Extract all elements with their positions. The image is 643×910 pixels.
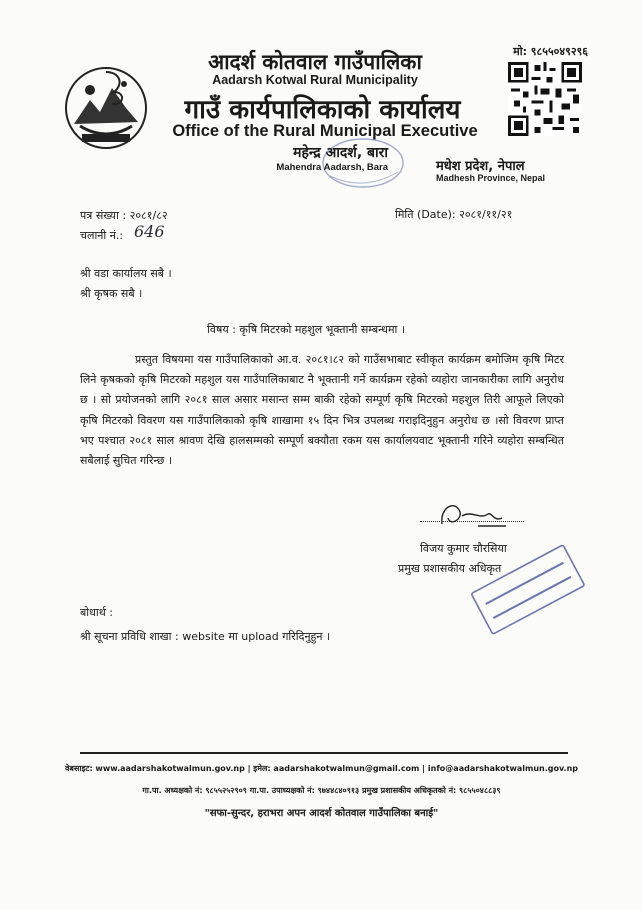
signer-title: प्रमुख प्रशासकीय अधिकृत: [398, 562, 502, 575]
footer-contact-web: वेबसाइट: www.aadarshakotwalmun.gov.np | इमेल: aadarshakotwalmun@gmail.com | info@aadarshakotwalmun.gov.np: [64, 764, 578, 773]
signature-line: [420, 521, 524, 522]
dispatch-number-label: चलानी नं.:: [80, 229, 124, 242]
letter-number: पत्र संख्या : २०८१/८२: [80, 209, 168, 222]
phone-number: मो: ९८५५०४९२९६: [513, 45, 588, 58]
place-nepali: महेन्द्र आदर्श, बारा: [293, 145, 388, 161]
recipient-line: श्री वडा कार्यालय सबै ।: [80, 267, 172, 280]
signature-stamp-icon: [462, 545, 592, 635]
handwritten-signature-icon: [432, 496, 512, 538]
office-name-nepali: गाउँ कार्यपालिकाको कार्यालय: [184, 95, 461, 125]
recipient-line: श्री कृषक सबै ।: [80, 287, 143, 300]
dispatch-number-handwritten: 646: [134, 222, 165, 241]
letter-body: प्रस्तुत विषयमा यस गाउँपालिकाको आ.व. २०८१।८२ को गाउँसभाबाट स्वीकृत कार्यक्रम बमोजिम कृषि मिटर लिने कृषकको कृषि मिटरको महशुल यस गाउँपालिकाबाट नै भूक्तानी गर्ने कार्यक्रम रहेको व्यहोरा जानकारीका लागि अनुरोध छ । सो प्रयोजनको लागि २०८१ साल असार मसान्त सम्म बाकी रहेको सम्पूर्ण कृषि मिटरको महशुल तिरी आफूले लिएको कृषि मिटरको विवरण यस गाउँपालिकाको कृषि शाखामा १५ दिन भित्र उपलब्ध गराइदिनुहुन अनुरोध छ ।सो विवरण प्राप्त भए पश्चात २०८१ साल श्रावण देखि हालसम्मको सम्पूर्ण बक्यौता रकम यस कार्यालयवाट भूक्तानी गरिने व्यहोरा सम्बन्धित सबैलाई सुचित गरिन्छ ।: [80, 353, 564, 468]
province-english: Madhesh Province, Nepal: [436, 173, 546, 183]
letter-date: मिति (Date): २०८१/११/२१: [395, 208, 513, 221]
qr-code-icon: [508, 62, 582, 136]
signer-name: विजय कुमार चौरसिया: [420, 542, 507, 555]
place-english: Mahendra Aadarsh, Bara: [276, 162, 388, 173]
cc-label: बोधार्थ :: [80, 606, 113, 619]
municipality-name-nepali: आदर्श कोतवाल गाउँपालिका: [208, 50, 422, 74]
nepal-emblem-icon: [60, 62, 152, 154]
province-nepali: मधेश प्रदेश, नेपाल: [436, 159, 525, 174]
cc-item: श्री सूचना प्रविधि शाखा : website मा upload गरिदिनुहुन ।: [80, 630, 331, 643]
footer-slogan: "सफा-सुन्दर, हराभरा अपन आदर्श कोतवाल गाउँपालिका बनाई": [204, 808, 439, 819]
letter-subject: विषय : कृषि मिटरको महशुल भूक्तानी सम्बन्धमा ।: [207, 323, 406, 336]
office-stamp-icon: [318, 132, 408, 194]
municipality-name-english: Aadarsh Kotwal Rural Municipality: [212, 73, 418, 87]
footer-divider: [80, 752, 568, 754]
office-name-english: Office of the Rural Municipal Executive: [172, 122, 478, 140]
footer-contact-phones: गा.पा. अध्यक्षको नं: ९८५५२५२९०९ गा.पा. उपाध्यक्षको नं: ९७४४८४०९१३ प्रमुख प्रशासकीय अधिकृतको नं: ९८५५०४८८३९: [142, 786, 501, 795]
